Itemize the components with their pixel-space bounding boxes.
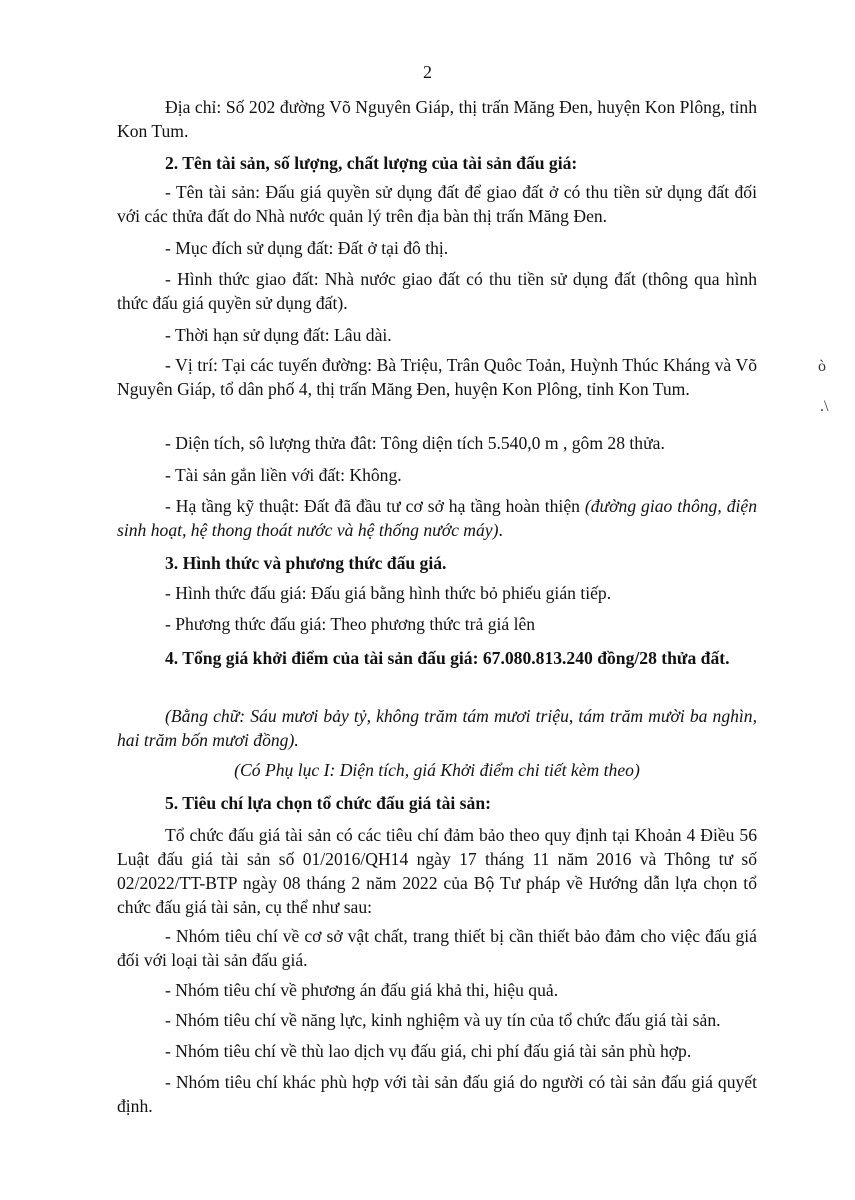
infrastructure-italic: (đường giao thông, điện sinh hoạt, hệ thong thoát nước và hệ thống nước máy) [117, 496, 757, 540]
auction-form-paragraph: - Hình thức đấu giá: Đấu giá bằng hình thức bỏ phiếu gián tiếp. [165, 583, 612, 603]
allocation-form-paragraph: - Hình thức giao đất: Nhà nước giao đất có thu tiền sử dụng đất (thông qua hình thức đấu giá quyền sử dụng đất). [117, 269, 757, 313]
section5-heading: 5. Tiêu chí lựa chọn tổ chức đấu giá tài sản: [165, 793, 491, 813]
appendix-note: (Có Phụ lục I: Diện tích, giá Khởi điểm chi tiết kèm theo) [234, 760, 640, 780]
criteria-item-fees: - Nhóm tiêu chí về thù lao dịch vụ đấu giá, chi phí đấu giá tài sản phù hợp. [165, 1041, 692, 1061]
location-paragraph: - Vị trí: Tại các tuyến đường: Bà Triệu, Trân Quôc Toản, Huỳnh Thúc Kháng và Võ Nguyên Giáp, tổ dân phố 4, thị trấn Măng Đen, huyện Kon Plông, tỉnh Kon Tum. [117, 355, 757, 399]
margin-mark-bottom: .\ [820, 398, 829, 415]
land-use-purpose: - Mục đích sử dụng đất: Đất ở tại đô thị. [165, 238, 449, 258]
area-paragraph: - Diện tích, sô lượng thửa đât: Tông diện tích 5.540,0 m , gôm 28 thửa. [165, 433, 665, 453]
margin-mark-top: ò [818, 358, 826, 375]
address-paragraph: Địa chỉ: Số 202 đường Võ Nguyên Giáp, thị trấn Măng Đen, huyện Kon Plông, tỉnh Kon Tum. [117, 97, 757, 141]
criteria-item-plan: - Nhóm tiêu chí về phương án đấu giá khả thi, hiệu quả. [165, 980, 559, 1000]
criteria-item-facilities: - Nhóm tiêu chí về cơ sở vật chất, trang thiết bị cần thiết bảo đảm cho việc đấu giá đối với loại tài sản đấu giá. [117, 926, 757, 970]
section3-heading: 3. Hình thức và phương thức đấu giá. [165, 553, 447, 573]
page-number: 2 [423, 62, 432, 82]
price-in-words: (Bằng chữ: Sáu mươi bảy tỷ, không trăm tám mươi triệu, tám trăm mười ba nghìn, hai trăm bốn mươi đồng). [117, 706, 757, 750]
infrastructure-text: - Hạ tầng kỹ thuật: Đất đã đầu tư cơ sở hạ tầng hoàn thiện [165, 496, 585, 516]
auction-method-paragraph: - Phương thức đấu giá: Theo phương thức trả giá lên [165, 614, 536, 634]
criteria-intro: Tổ chức đấu giá tài sản có các tiêu chí đảm bảo theo quy định tại Khoản 4 Điều 56 Luật đấu giá tài sản số 01/2016/QH14 ngày 17 tháng 11 năm 2016 và Thông tư số 02/2022/TT-BTP ngày 08 tháng 2 năm 2022 của Bộ Tư pháp về Hướng dẫn lựa chọn tổ chức đấu giá tài sản, cụ thể như sau: [117, 825, 757, 917]
section4-heading: 4. Tổng giá khởi điểm của tài sản đấu giá: 67.080.813.240 đồng/28 thửa đất. [165, 648, 730, 668]
criteria-item-other: - Nhóm tiêu chí khác phù hợp với tài sản đấu giá do người có tài sản đấu giá quyết định. [117, 1072, 757, 1116]
attached-assets-paragraph: - Tài sản gắn liền với đất: Không. [165, 465, 402, 485]
land-use-duration: - Thời hạn sử dụng đất: Lâu dài. [165, 325, 392, 345]
infrastructure-paragraph [117, 494, 757, 542]
asset-name-paragraph: - Tên tài sản: Đấu giá quyền sử dụng đất để giao đất ở có thu tiền sử dụng đất đối với các thửa đất do Nhà nước quản lý trên địa bàn thị trấn Măng Đen. [117, 182, 757, 226]
infrastructure-end: . [498, 520, 503, 540]
criteria-item-capacity: - Nhóm tiêu chí về năng lực, kinh nghiệm và uy tín của tổ chức đấu giá tài sản. [165, 1010, 721, 1030]
section2-heading: 2. Tên tài sản, số lượng, chất lượng của tài sản đấu giá: [165, 153, 578, 173]
